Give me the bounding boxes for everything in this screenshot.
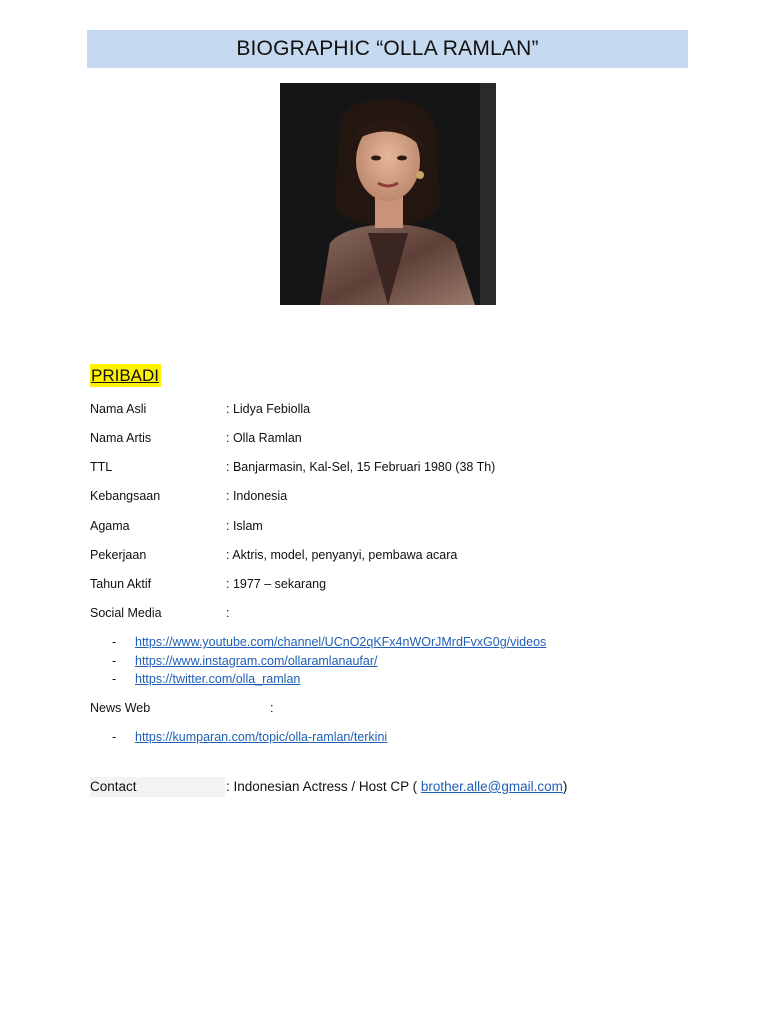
info-label: Kebangsaan xyxy=(90,489,161,503)
profile-photo xyxy=(280,83,496,305)
link-list-item xyxy=(112,670,546,689)
link-list-item xyxy=(112,728,387,747)
info-value: : 1977 – sekarang xyxy=(226,577,327,591)
info-label: Agama xyxy=(90,519,130,533)
info-label: Social Media xyxy=(90,606,162,620)
info-value: : xyxy=(226,606,230,620)
info-value: : Islam xyxy=(226,519,263,533)
title-bar xyxy=(87,30,688,68)
bullet-dash: - xyxy=(112,672,117,686)
url-link[interactable]: https://www.instagram.com/ollaramlanaufar/ xyxy=(135,653,378,668)
info-value: : Indonesia xyxy=(226,489,288,503)
info-label: TTL xyxy=(90,460,113,474)
info-label: Nama Asli xyxy=(90,402,147,416)
bullet-dash: - xyxy=(112,730,117,744)
info-value: : Aktris, model, penyanyi, pembawa acara xyxy=(226,548,458,562)
bullet-dash: - xyxy=(112,653,117,668)
info-label: Pekerjaan xyxy=(90,548,147,562)
contact-prefix: : Indonesian Actress / Host CP ( xyxy=(226,779,421,794)
contact-email-link[interactable]: brother.alle@gmail.com xyxy=(420,779,563,794)
link-list-item xyxy=(112,652,546,671)
link-list-item xyxy=(112,633,546,652)
info-value: : Banjarmasin, Kal-Sel, 15 Februari 1980 (38 Th) xyxy=(226,460,496,474)
contact-suffix: ) xyxy=(562,779,568,794)
url-link[interactable]: https://kumparan.com/topic/olla-ramlan/terkini xyxy=(135,730,388,744)
contact-value xyxy=(226,777,567,797)
info-label: Nama Artis xyxy=(90,431,152,445)
news-web-label: News Web xyxy=(90,701,151,715)
contact-label: Contact xyxy=(90,777,225,797)
url-link[interactable]: https://www.youtube.com/channel/UCnO2qKFx4nWOrJMrdFvxG0g/videos xyxy=(135,635,547,649)
contact-row xyxy=(90,777,650,797)
news-web-value: : xyxy=(270,701,274,715)
url-link[interactable]: https://twitter.com/olla_ramlan xyxy=(135,672,301,686)
news-links xyxy=(112,728,387,747)
info-label: Tahun Aktif xyxy=(90,577,152,591)
info-value: : Lidya Febiolla xyxy=(226,402,311,416)
section-heading-pribadi: PRIBADI xyxy=(91,366,160,385)
page-title: BIOGRAPHIC “OLLA RAMLAN” xyxy=(236,37,539,60)
social-media-links xyxy=(112,633,546,689)
bullet-dash: - xyxy=(112,635,117,649)
info-value: : Olla Ramlan xyxy=(226,431,302,445)
